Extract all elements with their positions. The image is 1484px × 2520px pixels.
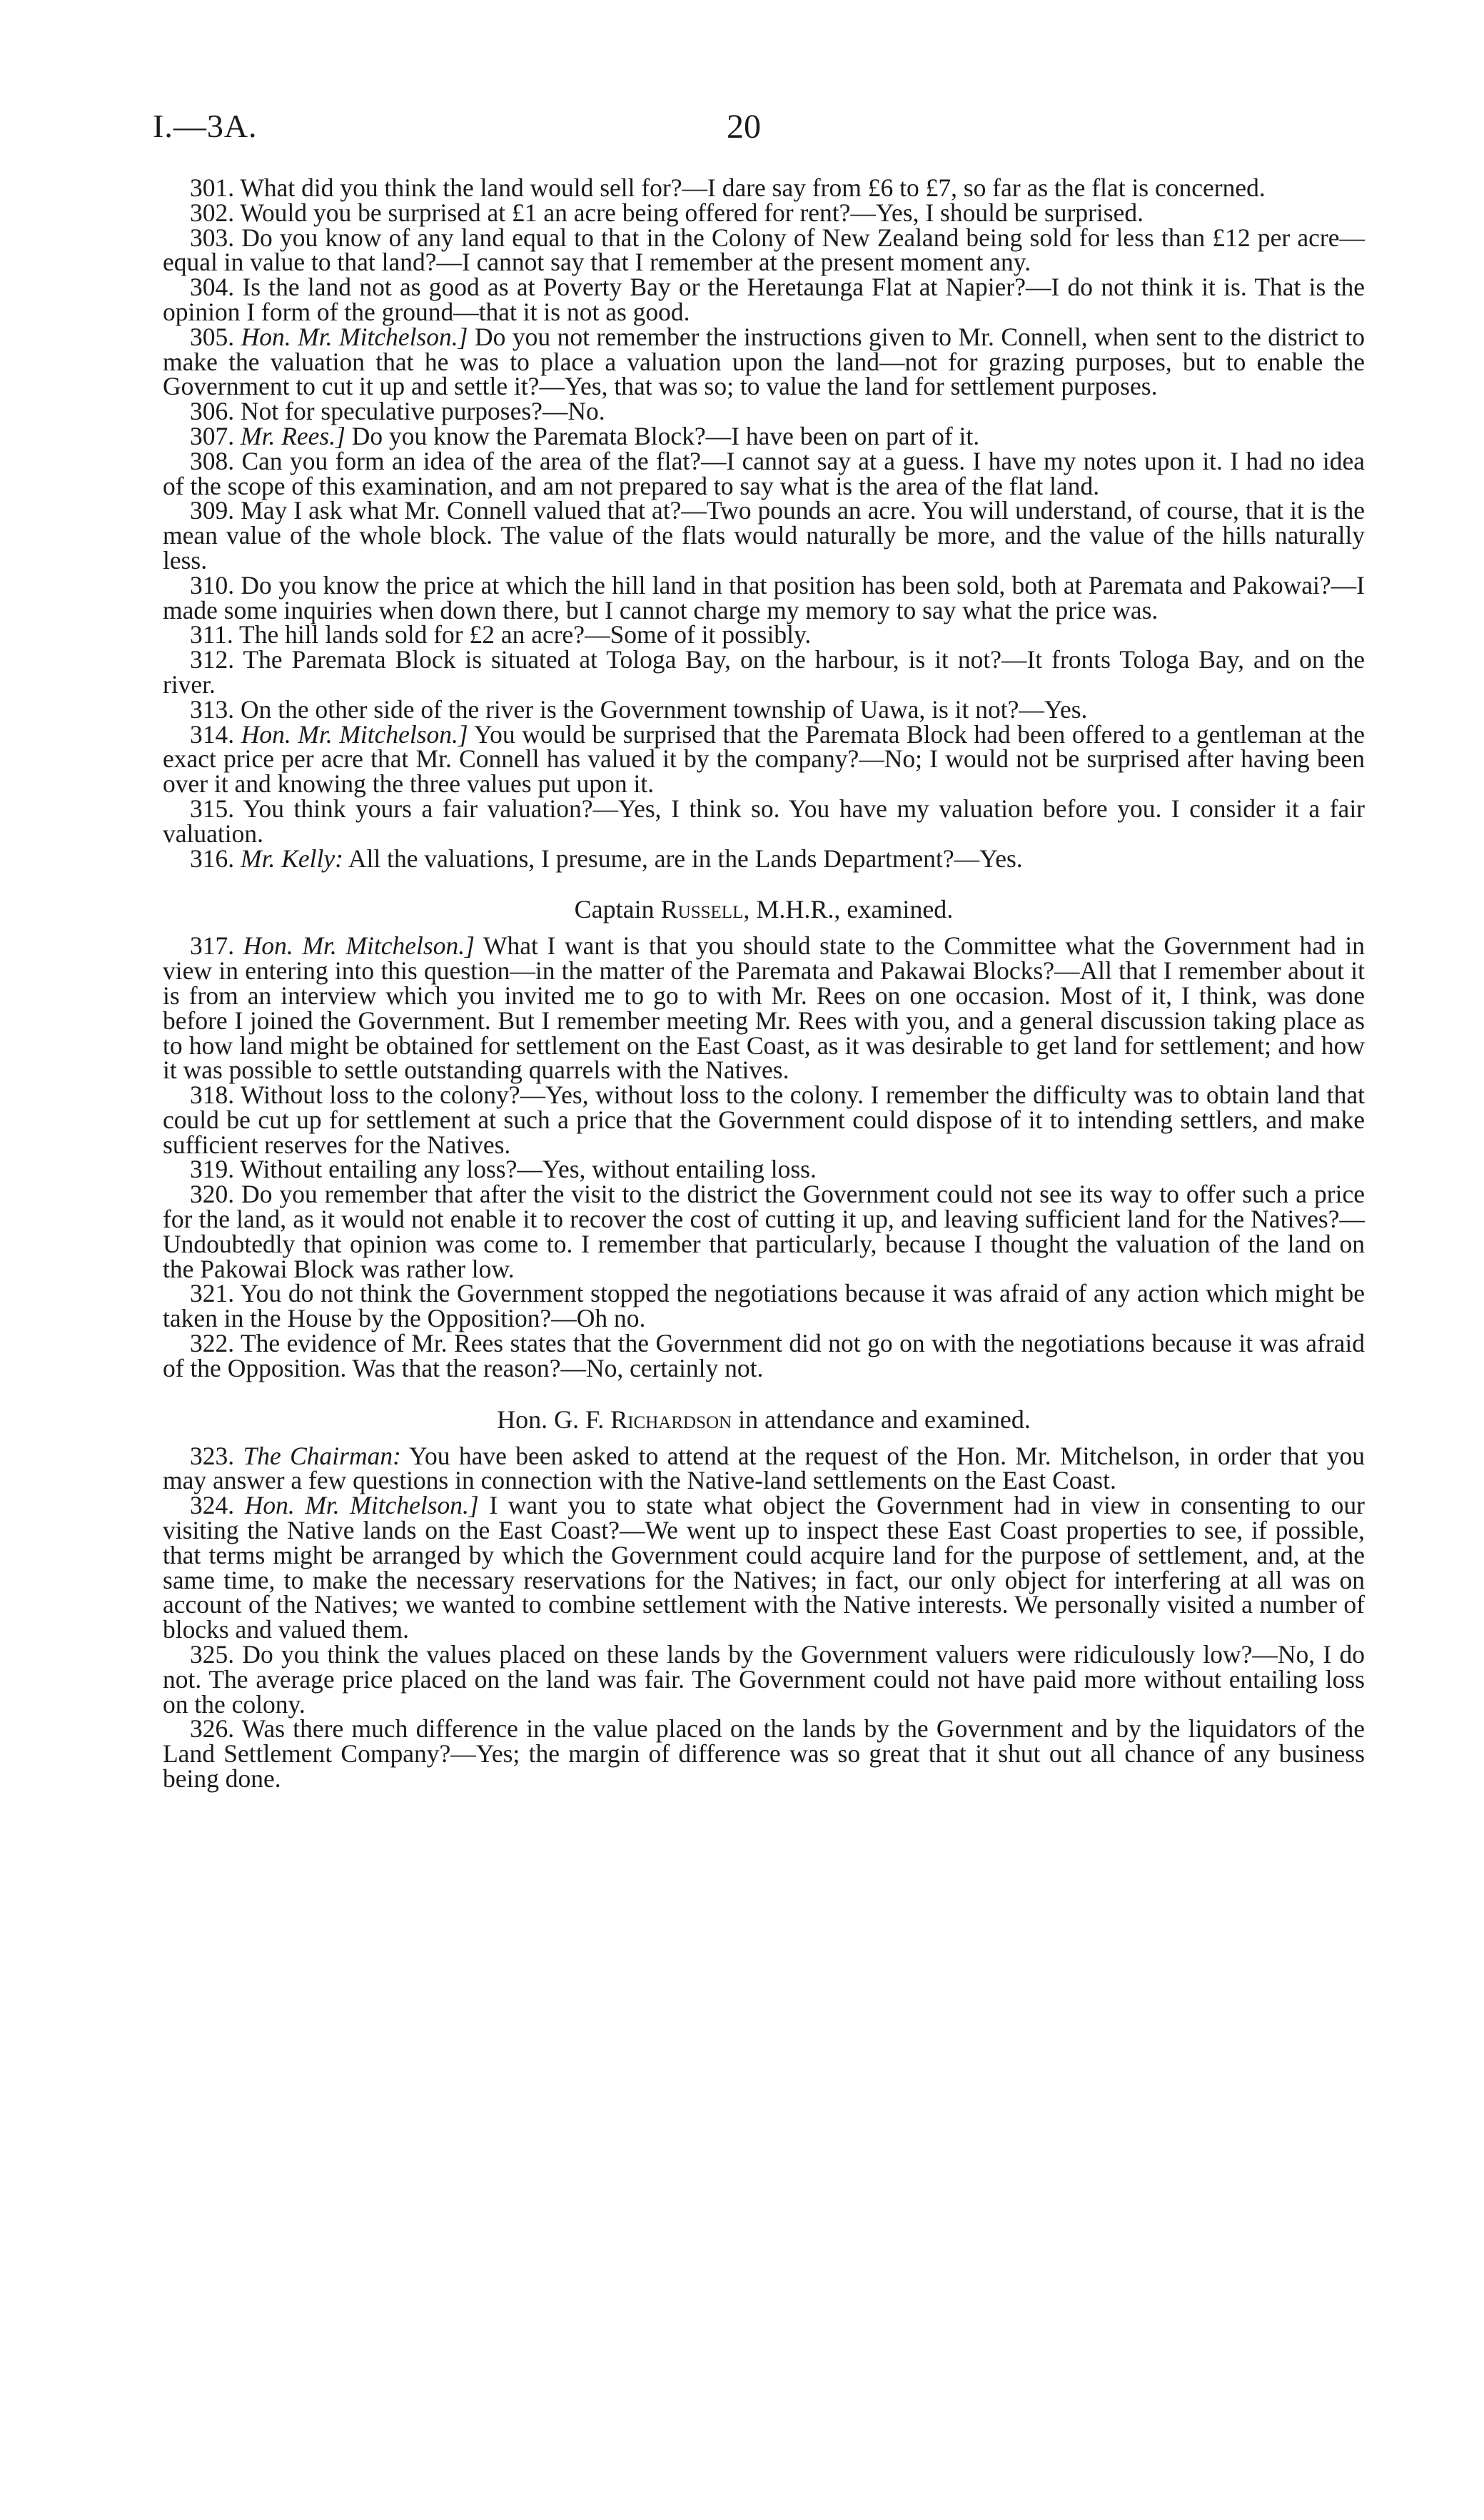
question-answer-text: Do you think the values placed on these lands by the Government valuers were ridiculously low?—No, I do not. The average price placed on the land was fair. The Government could not have paid more without entailing loss on the colony.: [163, 1640, 1366, 1719]
witness-name: Richardson: [610, 1405, 732, 1434]
question-entry: [163, 322, 1366, 401]
speaker-label: Mr. Rees.]: [241, 421, 345, 450]
question-entry: [163, 1281, 1365, 1331]
witness-title: Captain: [574, 895, 655, 924]
question-answer-text: Is the land not as good as at Poverty Bay or the Heretaunga Flat at Napier?—I do not think it is. That is the opinion I form of the ground—that it is not as good.: [163, 273, 1365, 326]
question-answer-text: What I want is that you should state to the Committee what the Government had in view in entering into this question—in the matter of the Paremata and Pakawai Blocks?—All that I remember about it is from an interview which you invited me to go to with Mr. Rees on one occasion. Most of it, I think, was done before I joined the Government. But I remember meeting Mr. Rees with you, and a general discussion taking place as to how land might be obtained for settlement on the East Coast, as it was desirable to get land for settlement; and how it was possible to settle outstanding quarrels with the Natives.: [163, 931, 1365, 1085]
question-number: 325.: [190, 1640, 235, 1669]
question-entry: [163, 399, 1365, 424]
question-number: 312.: [190, 645, 235, 674]
question-entry: [163, 846, 1365, 871]
question-number: 302.: [190, 198, 235, 227]
question-number: 326.: [190, 1714, 235, 1744]
question-answer-text: Do you know the price at which the hill land in that position has been sold, both at Paremata and Pakowai?—I made some inquiries when down there, but I cannot charge my memory to say what the price was.: [163, 570, 1366, 624]
question-answer-text: I want you to state what object the Government had in view in consenting to our visiting the Native lands on the East Coast?—We went up to inspect these East Coast properties to see, if possible, that terms might be arranged by which the Government could acquire land for the purpose of settlement, and, at the same time, to make the necessary reservations for the Natives; in fact, our only object for interfering at all was on account of the Natives; we wanted to combine settlement with the Native interests. We personally visited a number of blocks and valued them.: [163, 1491, 1365, 1644]
question-answer-text: All the valuations, I presume, are in the Lands Department?—Yes.: [348, 844, 1023, 873]
question-answer-text: The hill lands sold for £2 an acre?—Some of it possibly.: [239, 620, 812, 649]
question-answer-text: On the other side of the river is the Government township of Uawa, is it not?—Yes.: [241, 694, 1088, 724]
question-answer-text: You have been asked to attend at the request of the Hon. Mr. Mitchelson, in order that you may answer a few questions in connection with the Native-land settlements on the East Coast.: [163, 1441, 1366, 1495]
question-number: 321.: [190, 1279, 235, 1308]
question-number: 320.: [190, 1180, 235, 1209]
question-answer-text: Without loss to the colony?—Yes, without loss to the colony. I remember the difficulty was to obtain land that could be cut up for settlement at such a price that the Government could dispose of it to intending settlers, and make sufficient reserves for the Natives.: [163, 1081, 1366, 1159]
question-answer-text: Without entailing any loss?—Yes, without entailing loss.: [240, 1155, 817, 1184]
question-number: 324.: [190, 1491, 235, 1520]
question-number: 305.: [190, 322, 235, 351]
question-answer-text: Would you be surprised at £1 an acre being offered for rent?—Yes, I should be surprised.: [240, 198, 1144, 227]
question-entry: [163, 694, 1365, 724]
running-head: [153, 107, 1365, 164]
question-entry: [163, 1640, 1366, 1719]
question-answer-text: The Paremata Block is situated at Tologa Bay, on the harbour, is it not?—It fronts Tologa Bay, and on the river.: [163, 645, 1366, 699]
question-number: 314.: [190, 719, 235, 749]
question-answer-text: Not for speculative purposes?—No.: [241, 397, 605, 426]
speaker-label: Hon. Mr. Mitchelson.]: [243, 931, 475, 961]
question-number: 310.: [190, 570, 235, 599]
witness-heading: [163, 895, 1365, 924]
question-entry: [163, 496, 1365, 575]
question-answer-text: Do you remember that after the visit to the district the Government could not see its way to offer such a price for the land, as it would not enable it to recover the cost of cutting it up, and leaving sufficient land for the Natives?—Undoubtedly that opinion was come to. I remember that particularly, because I thought the valuation of the land on the Pakowai Block was rather low.: [163, 1180, 1365, 1283]
question-entry: [163, 1083, 1365, 1157]
series-reference: I.—3A.: [153, 108, 258, 144]
question-number: 306.: [190, 397, 235, 426]
question-entry: [163, 223, 1365, 277]
question-number: 311.: [190, 620, 233, 649]
question-entry: [163, 173, 1365, 202]
question-entry: [163, 421, 1365, 450]
question-number: 317.: [190, 931, 235, 961]
witness-status: , M.H.R., examined.: [743, 895, 954, 924]
question-entry: [163, 622, 1365, 647]
document-page: [153, 107, 1366, 1793]
question-answer-text: You would be surprised that the Paremata Block had been offered to a gentleman at the exact price per acre that Mr. Connell has valued it by the company?—No; I would not be surprised after having been over it and knowing the three values put upon it.: [163, 719, 1366, 799]
question-answer-text: Was there much difference in the value placed on the lands by the Government and by the liquidators of the Land Settlement Company?—Yes; the margin of difference was so great that it shut out all chance of any business being done.: [163, 1714, 1366, 1793]
speaker-label: Mr. Kelly:: [241, 844, 343, 873]
question-number: 303.: [190, 223, 235, 252]
question-entry: [163, 1182, 1365, 1281]
question-number: 315.: [190, 794, 235, 823]
question-entry: [163, 1716, 1365, 1791]
question-entry: [163, 933, 1365, 1083]
question-entry: [163, 198, 1365, 227]
evidence-body: [163, 173, 1366, 1793]
question-entry: [163, 1493, 1365, 1642]
question-answer-text: The evidence of Mr. Rees states that the Government did not go on with the negotiations because it was afraid of the Opposition. Was that the reason?—No, certainly not.: [163, 1329, 1366, 1382]
question-number: 313.: [190, 694, 235, 724]
question-entry: [163, 446, 1365, 500]
question-answer-text: Do you not remember the instructions given to Mr. Connell, when sent to the district to make the valuation that he was to place a valuation upon the land—not for grazing purposes, but to enable the Government to cut it up and settle it?—Yes, that was so; to value the land for settlement purposes.: [163, 322, 1366, 401]
witness-status: in attendance and examined.: [732, 1405, 1031, 1434]
question-number: 316.: [190, 844, 235, 873]
page-number: 20: [727, 108, 761, 146]
question-answer-text: You do not think the Government stopped the negotiations because it was afraid of any action which might be taken in the House by the Opposition?—Oh no.: [163, 1279, 1365, 1333]
question-entry: [163, 719, 1366, 799]
question-answer-text: Do you know the Paremata Block?—I have been on part of it.: [351, 421, 980, 450]
question-entry: [163, 796, 1365, 846]
question-answer-text: You think yours a fair valuation?—Yes, I think so. You have my valuation before you. I consider it a fair valuation.: [163, 794, 1365, 848]
witness-name: Russell: [660, 895, 744, 924]
speaker-label: Hon. Mr. Mitchelson.]: [241, 719, 468, 749]
speaker-label: Hon. Mr. Mitchelson.]: [244, 1491, 479, 1520]
question-number: 309.: [190, 496, 235, 525]
question-entry: [163, 1331, 1365, 1381]
question-number: 308.: [190, 446, 235, 475]
question-entry: [163, 570, 1366, 624]
question-answer-text: Can you form an idea of the area of the flat?—I cannot say at a guess. I have my notes upon it. I had no idea of the scope of this examination, and am not prepared to say what is the area of the flat land.: [163, 446, 1365, 500]
speaker-label: The Chairman:: [243, 1441, 401, 1470]
question-answer-text: May I ask what Mr. Connell valued that at?—Two pounds an acre. You will understand, of course, that it is the mean value of the whole block. The value of the flats would naturally be more, and the value of the hills naturally less.: [163, 496, 1365, 575]
question-number: 307.: [190, 421, 235, 450]
question-answer-text: Do you know of any land equal to that in the Colony of New Zealand being sold for less than £12 per acre—equal in value to that land?—I cannot say that I remember at the present moment any.: [163, 223, 1365, 277]
speaker-label: Hon. Mr. Mitchelson.]: [241, 322, 468, 351]
question-answer-text: What did you think the land would sell for?—I dare say from £6 to £7, so far as the flat is concerned.: [240, 173, 1266, 202]
question-number: 319.: [190, 1155, 235, 1184]
question-entry: [163, 275, 1365, 325]
question-entry: [163, 647, 1365, 697]
question-number: 322.: [190, 1329, 235, 1358]
question-number: 301.: [190, 173, 235, 202]
question-number: 323.: [190, 1441, 235, 1470]
witness-title: Hon. G. F.: [497, 1405, 605, 1434]
question-number: 304.: [190, 273, 235, 302]
question-entry: [163, 1157, 1365, 1182]
question-entry: [163, 1441, 1366, 1495]
question-number: 318.: [190, 1081, 235, 1110]
witness-heading: [163, 1405, 1365, 1434]
